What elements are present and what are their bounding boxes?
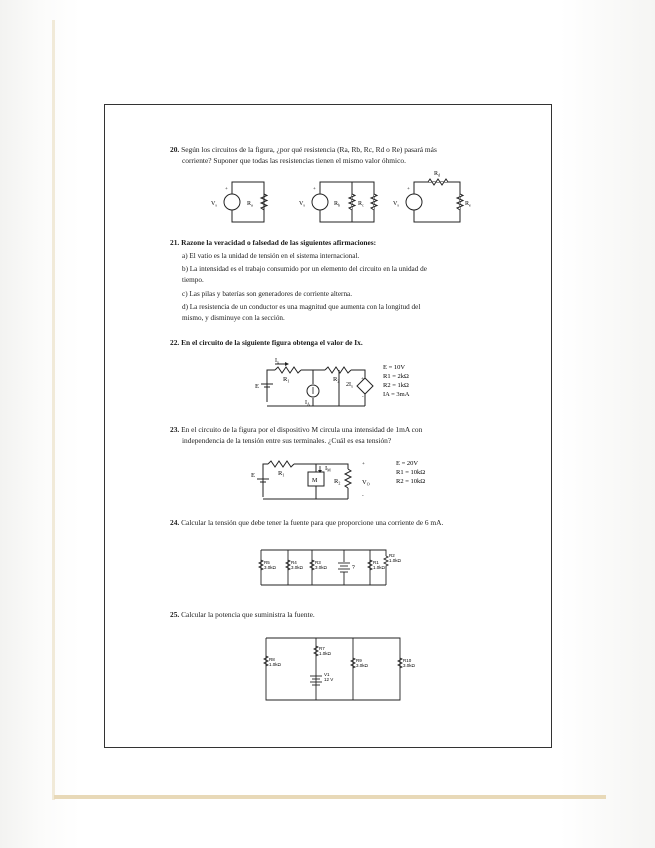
q23-label-im: $I_M$ — [325, 465, 331, 473]
q22-label-e: E — [255, 383, 259, 390]
q20-circuit-c — [406, 179, 463, 222]
q20-circuit-b — [312, 182, 377, 222]
q22-label-minus: - — [362, 395, 364, 400]
q20-c2-plus: + — [313, 187, 316, 192]
q24-r5-value: 3.0kΩ — [264, 565, 276, 570]
q25-title: Calcular la potencia que suministra la fuente. — [181, 610, 315, 619]
q25-r7-value: 1.0kΩ — [319, 651, 331, 656]
q24-title: Calcular la tensión que debe tener la fuente para que proporcione una corriente de 6 mA. — [181, 518, 444, 527]
q21-item-d1: d) La resistencia de un conductor es una magnitud que aumenta con la longitud del — [182, 303, 421, 311]
q23-label-m: M — [312, 478, 318, 484]
q25-r9-name: R9 — [356, 658, 362, 663]
q25-r10-name: R10 — [403, 658, 412, 663]
q20-circuit-a — [224, 182, 267, 222]
q20-circuits — [200, 168, 500, 230]
q23-text — [170, 425, 510, 446]
q24-r4-name: R4 — [291, 560, 297, 565]
q24-number: 24. — [170, 518, 180, 527]
q23-value-1: R1 = 10kΩ — [396, 469, 426, 476]
q20-c2-vs: $V_s$ — [299, 201, 305, 208]
q23-label-r1: $R_1$ — [278, 470, 285, 478]
q23-label-minus: - — [362, 494, 364, 499]
q20-c2-rc: $R_c$ — [358, 201, 364, 208]
q24-r5-name: R5 — [264, 560, 270, 565]
q22-label-ia: $I_A$ — [305, 400, 310, 407]
q23-line1: En el circuito de la figura por el dispositivo M circula una intensidad de 1mA con — [181, 425, 423, 434]
q22-label-dep: $2I_x$ — [346, 382, 353, 389]
q22-value-1: R1 = 2kΩ — [383, 373, 409, 380]
paper-edge-left — [52, 20, 55, 800]
paper-edge-bottom — [54, 795, 606, 799]
q22-title: En el circuito de la siguiente figura obtenga el valor de Ix. — [181, 338, 363, 347]
q21-item-b2: tiempo. — [182, 276, 204, 284]
q23-number: 23. — [170, 425, 180, 434]
q21-title: Razone la veracidad o falsedad de las siguientes afirmaciones: — [181, 238, 377, 247]
q22-value-0: E = 10V — [383, 364, 406, 371]
q24-r2-name: R2 — [389, 553, 395, 558]
q25-v1-value: 12 V — [324, 677, 334, 682]
q20-c2-rb: $R_b$ — [334, 201, 341, 208]
q23-circuit — [248, 455, 488, 507]
q23-label-plus: + — [362, 462, 365, 467]
q20-c1-vs: $V_s$ — [211, 201, 217, 208]
q24-r3-name: R3 — [315, 560, 321, 565]
q23-line2: independencia de la tensión entre sus terminales. ¿Cuál es esa tensión? — [182, 435, 392, 445]
q25-r8-value: 1.0kΩ — [269, 662, 281, 667]
q24-r1-value: 1.0kΩ — [373, 565, 385, 570]
q20-line2: corriente? Suponer que todas las resistencias tienen el mismo valor óhmico. — [182, 155, 406, 165]
q23-label-vo: $V_O$ — [362, 479, 370, 487]
q20-c1-plus: + — [225, 187, 228, 192]
q21-item-c: c) Las pilas y baterías son generadores de corriente alterna. — [182, 290, 353, 298]
q24-source-label: ? — [352, 565, 355, 571]
q21-item-d2: mismo, y disminuye con la sección. — [182, 314, 285, 322]
q20-c3-vs: $V_s$ — [393, 201, 399, 208]
q22-label-plus: + — [361, 377, 364, 382]
q20-c3-rd: $R_d$ — [434, 171, 441, 178]
q23-value-2: R2 = 10kΩ — [396, 478, 426, 485]
q22-value-2: R2 = 1kΩ — [383, 382, 409, 389]
q23-label-e: E — [251, 472, 255, 479]
q24-circuit — [252, 542, 412, 592]
q25-title-line — [170, 610, 510, 621]
q23-label-r2: $R_2$ — [334, 478, 341, 486]
q22-value-3: IA = 3mA — [383, 391, 410, 398]
q24-r4-value: 3.0kΩ — [291, 565, 303, 570]
q20-line1: Según los circuitos de la figura, ¿por qué resistencia (Ra, Rb, Rc, Rd o Re) pasará más — [181, 145, 437, 154]
q25-r8-name: R8 — [269, 657, 275, 662]
q22-number: 22. — [170, 338, 180, 347]
q24-r2-value: 1.0kΩ — [389, 558, 401, 563]
q22-label-r2: $R_2$ — [333, 376, 340, 384]
q22-title-line — [170, 338, 510, 349]
q25-r9-value: 3.0kΩ — [356, 663, 368, 668]
q24-r3-value: 3.0kΩ — [315, 565, 327, 570]
q21-title-line — [170, 238, 510, 249]
q20-text — [170, 145, 510, 166]
q20-c3-plus: + — [407, 187, 410, 192]
q20-number: 20. — [170, 145, 180, 154]
q21-item-b1: b) La intensidad es el trabajo consumido por un elemento del circuito en la unidad de — [182, 265, 427, 273]
q21-number: 21. — [170, 238, 180, 247]
q25-r7-name: R7 — [319, 646, 325, 651]
q22-label-r1: $R_1$ — [283, 376, 290, 384]
q20-c1-ra: $R_a$ — [247, 201, 253, 208]
q24-title-line — [170, 518, 530, 529]
q25-number: 25. — [170, 610, 180, 619]
q22-label-ix: $I_x$ — [275, 358, 279, 365]
q22-circuit — [255, 358, 485, 416]
q23-value-0: E = 20V — [396, 460, 419, 467]
q20-c3-re: $R_e$ — [465, 201, 471, 208]
q25-circuit — [258, 634, 418, 706]
q25-v1-name: V1 — [324, 672, 330, 677]
q25-r10-value: 3.0kΩ — [403, 663, 415, 668]
q21-item-a: a) El vatio es la unidad de tensión en el sistema internacional. — [182, 252, 360, 260]
q24-r1-name: R1 — [373, 560, 379, 565]
